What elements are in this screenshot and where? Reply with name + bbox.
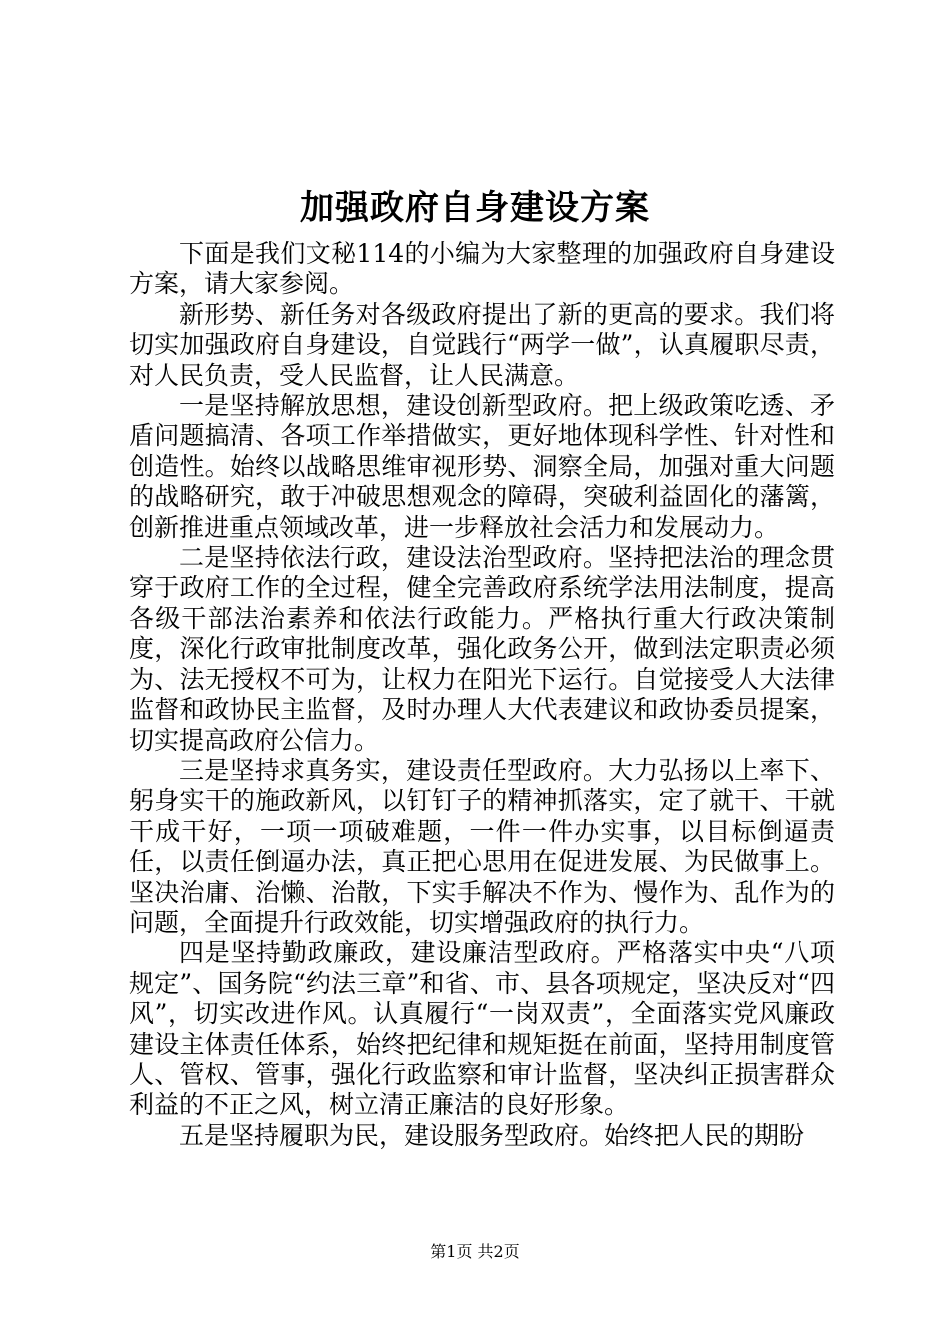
paragraph-point-1: 一是坚持解放思想，建设创新型政府。把上级政策吃透、矛盾问题搞清、各项工作举措做实，更好地体现科学性、针对性和创造性。始终以战略思维审视形势、洞察全局，加强对重大问题的战略研究，敢于冲破思想观念的障碍，突破利益固化的藩篱，创新推进重点领域改革，进一步释放社会活力和发展动力。 xyxy=(129,391,835,542)
paragraph-point-3: 三是坚持求真务实，建设责任型政府。大力弘扬以上率下、躬身实干的施政新风，以钉钉子的精神抓落实，定了就干、干就干成干好，一项一项破难题，一件一件办实事，以目标倒逼责任，以责任倒逼办法，真正把心思用在促进发展、为民做事上。坚决治庸、治懒、治散，下实手解决不作为、慢作为、乱作为的问题，全面提升行政效能，切实增强政府的执行力。 xyxy=(129,755,835,937)
paragraph-point-4: 四是坚持勤政廉政，建设廉洁型政府。严格落实中央“八项规定”、国务院“约法三章”和省、市、县各项规定，坚决反对“四风”，切实改进作风。认真履行“一岗双责”，全面落实党风廉政建设主体责任体系，始终把纪律和规矩挺在前面，坚持用制度管人、管权、管事，强化行政监察和审计监督，坚决纠正损害群众利益的不正之风，树立清正廉洁的良好形象。 xyxy=(129,938,835,1120)
paragraph-point-2: 二是坚持依法行政，建设法治型政府。坚持把法治的理念贯穿于政府工作的全过程，健全完善政府系统学法用法制度，提高各级干部法治素养和依法行政能力。严格执行重大行政决策制度，深化行政审批制度改革，强化政务公开，做到法定职责必须为、法无授权不可为，让权力在阳光下运行。自觉接受人大法律监督和政协民主监督，及时办理人大代表建议和政协委员提案，切实提高政府公信力。 xyxy=(129,543,835,755)
paragraph-intro: 下面是我们文秘114的小编为大家整理的加强政府自身建设方案，请大家参阅。 xyxy=(129,239,835,299)
page-footer: 第1页 共2页 xyxy=(430,1242,520,1261)
document-body xyxy=(129,239,835,1151)
paragraph-overview: 新形势、新任务对各级政府提出了新的更高的要求。我们将切实加强政府自身建设，自觉践行“两学一做”，认真履职尽责，对人民负责，受人民监督，让人民满意。 xyxy=(129,299,835,390)
paragraph-point-5: 五是坚持履职为民，建设服务型政府。始终把人民的期盼 xyxy=(179,1120,805,1150)
document-title: 加强政府自身建设方案 xyxy=(300,188,650,228)
